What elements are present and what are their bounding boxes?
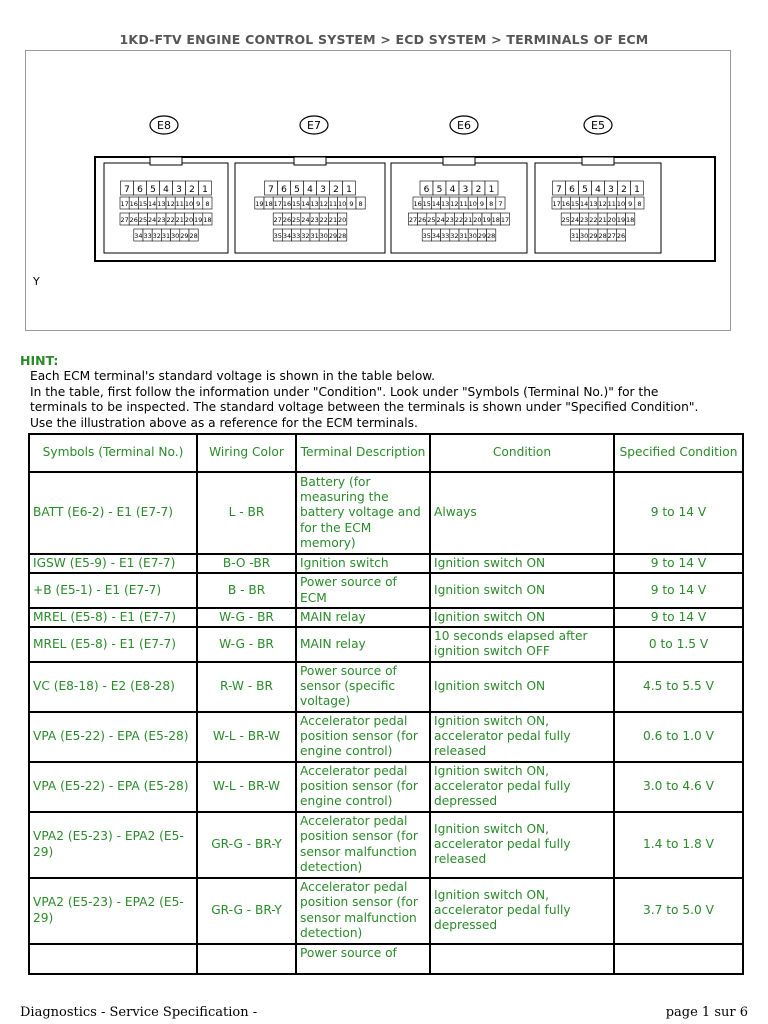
terminal-number: 10: [184, 200, 194, 208]
terminal-number: 25: [561, 216, 570, 224]
terminal-number: 17: [552, 200, 561, 208]
cell-condition: Ignition switch ON, accelerator pedal fully released: [430, 712, 614, 762]
terminal-number: 3: [176, 185, 182, 195]
terminal-number: 9: [349, 200, 354, 208]
terminal-number: 35: [273, 232, 282, 240]
connector-diagram: [26, 51, 730, 330]
terminal-number: 16: [282, 200, 292, 208]
cell-description: MAIN relay: [296, 608, 430, 627]
terminal-number: 15: [138, 200, 148, 208]
cell-spec: 3.7 to 5.0 V: [614, 878, 743, 944]
cell-wiring: GR-G - BR-Y: [197, 878, 296, 944]
cell-symbol: VPA2 (E5-23) - EPA2 (E5-29): [29, 812, 197, 878]
terminal-number: 1: [202, 185, 208, 195]
cell-wiring: [197, 944, 296, 974]
terminal-number: 20: [607, 216, 616, 224]
terminal-number: 30: [468, 232, 477, 240]
header-terminal-description: Terminal Description: [296, 434, 430, 472]
cell-symbol: VPA (E5-22) - EPA (E5-28): [29, 762, 197, 812]
terminal-number: 4: [163, 185, 169, 195]
terminal-number: 2: [189, 185, 195, 195]
terminal-number: 17: [500, 216, 510, 224]
terminal-number: 3: [320, 185, 326, 195]
terminal-number: 21: [175, 216, 184, 224]
terminal-number: 11: [175, 200, 184, 208]
terminal-number: 16: [561, 200, 570, 208]
terminal-number: 7: [556, 185, 562, 195]
cell-spec: 3.0 to 4.6 V: [614, 762, 743, 812]
terminal-number: 4: [449, 185, 456, 195]
terminal-number: 28: [189, 232, 198, 240]
cell-condition: Ignition switch ON: [430, 608, 614, 627]
terminal-number: 4: [307, 185, 313, 195]
terminal-number: 27: [607, 232, 616, 240]
terminal-number: 7: [498, 200, 503, 208]
terminal-number: 20: [184, 216, 194, 224]
cell-wiring: B - BR: [197, 573, 296, 608]
terminal-number: 21: [598, 216, 607, 224]
cell-spec: 0.6 to 1.0 V: [614, 712, 743, 762]
terminal-number: 20: [473, 216, 482, 224]
terminal-number: 21: [464, 216, 473, 224]
hint-line: Each ECM terminal's standard voltage is shown in the table below.: [30, 369, 436, 383]
terminal-number: 5: [582, 185, 588, 195]
terminal-number: 13: [310, 200, 319, 208]
table-row: [29, 812, 743, 878]
terminal-number: 23: [445, 216, 454, 224]
cell-condition: Ignition switch ON, accelerator pedal fully depressed: [430, 762, 614, 812]
cell-symbol: +B (E5-1) - E1 (E7-7): [29, 573, 197, 608]
terminal-number: 10: [338, 200, 347, 208]
terminal-number: 9: [196, 200, 201, 208]
table-row: [29, 662, 743, 712]
terminal-number: 22: [589, 216, 598, 224]
cell-symbol: VC (E8-18) - E2 (E8-28): [29, 662, 197, 712]
page-title: 1KD-FTV ENGINE CONTROL SYSTEM > ECD SYSTEM > TERMINALS OF ECM: [119, 32, 649, 47]
terminal-number: 14: [301, 200, 310, 208]
terminal-number: 28: [598, 232, 607, 240]
hint-line: Use the illustration above as a reference for the ECM terminals.: [30, 415, 418, 430]
table-row: [29, 712, 743, 762]
terminal-number: 30: [580, 232, 589, 240]
terminal-number: 31: [161, 232, 171, 240]
terminal-number: 13: [157, 200, 166, 208]
cell-condition: Ignition switch ON, accelerator pedal fully depressed: [430, 878, 614, 944]
terminal-number: 6: [281, 185, 287, 195]
cell-wiring: W-L - BR-W: [197, 712, 296, 762]
terminal-number: 24: [570, 216, 580, 224]
cell-symbol: BATT (E6-2) - E1 (E7-7): [29, 472, 197, 554]
cell-description: Accelerator pedal position sensor (for engine control): [296, 712, 430, 762]
terminal-number: 23: [580, 216, 589, 224]
terminal-number: 15: [292, 200, 301, 208]
footer-doc-title: Diagnostics - Service Specification -: [20, 1005, 258, 1020]
cell-wiring: W-G - BR: [197, 608, 296, 627]
terminal-number: 31: [310, 232, 319, 240]
cell-condition: [430, 944, 614, 974]
connector-label: E6: [457, 119, 471, 132]
terminal-number: 27: [408, 216, 418, 224]
table-row: [29, 472, 743, 554]
terminal-number: 28: [487, 232, 496, 240]
cell-wiring: L - BR: [197, 472, 296, 554]
terminal-voltage-table: [28, 433, 744, 975]
terminal-number: 18: [626, 216, 635, 224]
header-symbols: Symbols (Terminal No.): [29, 434, 197, 472]
table-row: [29, 608, 743, 627]
terminal-number: 32: [450, 232, 459, 240]
terminal-number: 33: [292, 232, 301, 240]
terminal-number: 10: [468, 200, 477, 208]
terminal-number: 26: [418, 216, 427, 224]
cell-symbol: VPA (E5-22) - EPA (E5-28): [29, 712, 197, 762]
terminal-number: 22: [319, 216, 328, 224]
cell-condition: Ignition switch ON: [430, 554, 614, 573]
cell-spec: 1.4 to 1.8 V: [614, 812, 743, 878]
terminal-number: 5: [150, 185, 156, 195]
cell-wiring: W-G - BR: [197, 627, 296, 662]
terminal-number: 15: [422, 200, 431, 208]
table-row: [29, 878, 743, 944]
terminal-number: 12: [598, 200, 607, 208]
connector-label: E7: [307, 119, 321, 132]
terminal-number: 32: [301, 232, 310, 240]
cell-wiring: W-L - BR-W: [197, 762, 296, 812]
terminal-number: 26: [282, 216, 292, 224]
terminal-number: 7: [268, 185, 274, 195]
terminal-number: 31: [570, 232, 580, 240]
terminal-number: 25: [292, 216, 301, 224]
terminal-number: 14: [431, 200, 441, 208]
illustration-code: Y: [33, 275, 40, 288]
cell-description: Power source of ECM: [296, 573, 430, 608]
terminal-number: 15: [570, 200, 580, 208]
header-specified-condition: Specified Condition: [614, 434, 743, 472]
terminal-number: 8: [489, 200, 494, 208]
ecm-connector-illustration: [25, 50, 731, 331]
terminal-number: 25: [427, 216, 436, 224]
cell-symbol: MREL (E5-8) - E1 (E7-7): [29, 608, 197, 627]
cell-symbol: MREL (E5-8) - E1 (E7-7): [29, 627, 197, 662]
cell-symbol: VPA2 (E5-23) - EPA2 (E5-29): [29, 878, 197, 944]
terminal-number: 19: [482, 216, 491, 224]
connector-latch: [443, 157, 475, 165]
cell-condition: 10 seconds elapsed after ignition switch OFF: [430, 627, 614, 662]
cell-spec: 9 to 14 V: [614, 573, 743, 608]
terminal-number: 17: [120, 200, 129, 208]
terminal-number: 18: [264, 200, 273, 208]
terminal-number: 11: [459, 200, 468, 208]
connector-latch: [150, 157, 182, 165]
cell-spec: [614, 944, 743, 974]
header-condition: Condition: [430, 434, 614, 472]
terminal-number: 30: [319, 232, 328, 240]
terminal-number: 22: [166, 216, 175, 224]
cell-wiring: R-W - BR: [197, 662, 296, 712]
cell-spec: 4.5 to 5.5 V: [614, 662, 743, 712]
terminal-number: 3: [462, 185, 469, 195]
hint-text: [30, 369, 750, 431]
terminal-number: 2: [475, 185, 482, 195]
terminal-number: 12: [319, 200, 328, 208]
cell-condition: Ignition switch ON: [430, 662, 614, 712]
connector-label: E5: [591, 119, 605, 132]
cell-description: Power source of: [296, 944, 430, 974]
terminal-number: 25: [138, 216, 148, 224]
cell-symbol: [29, 944, 197, 974]
table-row: [29, 762, 743, 812]
terminal-number: 29: [477, 232, 487, 240]
terminal-number: 34: [282, 232, 292, 240]
terminal-number: 20: [338, 216, 347, 224]
terminal-number: 19: [194, 216, 203, 224]
terminal-number: 22: [454, 216, 464, 224]
terminal-number: 2: [333, 185, 339, 195]
connector-label: E8: [157, 119, 171, 132]
terminal-number: 24: [436, 216, 445, 224]
hint-line: In the table, first follow the information under "Condition". Look under "Symbols (Terminal No.)" for the: [30, 384, 659, 399]
connector-latch: [582, 157, 614, 165]
terminal-number: 7: [124, 185, 130, 195]
terminal-number: 28: [338, 232, 347, 240]
terminal-number: 3: [608, 185, 614, 195]
table-row: [29, 573, 743, 608]
terminal-number: 27: [273, 216, 282, 224]
terminal-number: 24: [148, 216, 157, 224]
terminal-number: 13: [441, 200, 450, 208]
terminal-number: 5: [436, 185, 443, 195]
terminal-number: 10: [616, 200, 626, 208]
cell-description: Accelerator pedal position sensor (for engine control): [296, 762, 430, 812]
terminal-number: 16: [413, 200, 422, 208]
terminal-number: 34: [134, 232, 143, 240]
terminal-number: 31: [459, 232, 468, 240]
cell-description: Ignition switch: [296, 554, 430, 573]
terminal-number: 12: [166, 200, 175, 208]
cell-wiring: GR-G - BR-Y: [197, 812, 296, 878]
terminal-number: 1: [346, 185, 352, 195]
terminal-number: 17: [273, 200, 282, 208]
terminal-number: 23: [157, 216, 166, 224]
terminal-number: 29: [328, 232, 338, 240]
terminal-number: 6: [137, 185, 143, 195]
cell-condition: Ignition switch ON, accelerator pedal fully released: [430, 812, 614, 878]
terminal-number: 9: [479, 200, 485, 208]
cell-condition: Ignition switch ON: [430, 573, 614, 608]
terminal-number: 33: [143, 232, 152, 240]
cell-spec: 9 to 14 V: [614, 554, 743, 573]
terminal-number: 18: [203, 216, 212, 224]
table-row: [29, 627, 743, 662]
terminal-number: 16: [129, 200, 138, 208]
terminal-number: 13: [589, 200, 598, 208]
terminal-number: 14: [148, 200, 157, 208]
cell-spec: 9 to 14 V: [614, 608, 743, 627]
terminal-number: 11: [607, 200, 616, 208]
cell-wiring: B-O -BR: [197, 554, 296, 573]
terminal-number: 8: [358, 200, 363, 208]
hint-line: terminals to be inspected. The standard voltage between the terminals is shown under "Specified Condition".: [30, 400, 699, 415]
terminal-number: 12: [450, 200, 459, 208]
cell-symbol: IGSW (E5-9) - E1 (E7-7): [29, 554, 197, 573]
terminal-number: 5: [294, 185, 300, 195]
terminal-number: 29: [589, 232, 598, 240]
cell-spec: 9 to 14 V: [614, 472, 743, 554]
terminal-number: 1: [488, 185, 495, 195]
terminal-number: 24: [301, 216, 310, 224]
footer-page-number: page 1 sur 6: [665, 1005, 748, 1020]
header-wiring-color: Wiring Color: [197, 434, 296, 472]
table-row: [29, 554, 743, 573]
hint-title: HINT:: [20, 353, 59, 368]
terminal-number: 1: [634, 185, 640, 195]
terminal-number: 8: [637, 200, 642, 208]
cell-spec: 0 to 1.5 V: [614, 627, 743, 662]
terminal-number: 8: [205, 200, 210, 208]
terminal-number: 19: [616, 216, 626, 224]
terminal-number: 11: [328, 200, 338, 208]
terminal-number: 6: [423, 185, 430, 195]
connector-latch: [294, 157, 326, 165]
terminal-number: 6: [569, 185, 575, 195]
cell-description: Battery (for measuring the battery voltage and for the ECM memory): [296, 472, 430, 554]
terminal-number: 4: [595, 185, 601, 195]
terminal-number: 32: [152, 232, 161, 240]
terminal-number: 35: [422, 232, 431, 240]
cell-description: Accelerator pedal position sensor (for sensor malfunction detection): [296, 878, 430, 944]
terminal-number: 33: [441, 232, 450, 240]
cell-description: Power source of sensor (specific voltage): [296, 662, 430, 712]
terminal-number: 14: [580, 200, 589, 208]
terminal-number: 27: [120, 216, 129, 224]
terminal-number: 26: [129, 216, 138, 224]
terminal-number: 23: [310, 216, 319, 224]
cell-condition: Always: [430, 472, 614, 554]
terminal-number: 29: [180, 232, 189, 240]
table-header-row: [29, 434, 743, 472]
cell-description: Accelerator pedal position sensor (for sensor malfunction detection): [296, 812, 430, 878]
cell-description: MAIN relay: [296, 627, 430, 662]
terminal-number: 18: [491, 216, 500, 224]
table-row: [29, 944, 743, 974]
terminal-number: 9: [628, 200, 633, 208]
terminal-number: 21: [328, 216, 338, 224]
terminal-number: 26: [616, 232, 626, 240]
terminal-number: 2: [621, 185, 627, 195]
terminal-number: 30: [171, 232, 180, 240]
terminal-number: 19: [255, 200, 264, 208]
terminal-number: 34: [431, 232, 441, 240]
